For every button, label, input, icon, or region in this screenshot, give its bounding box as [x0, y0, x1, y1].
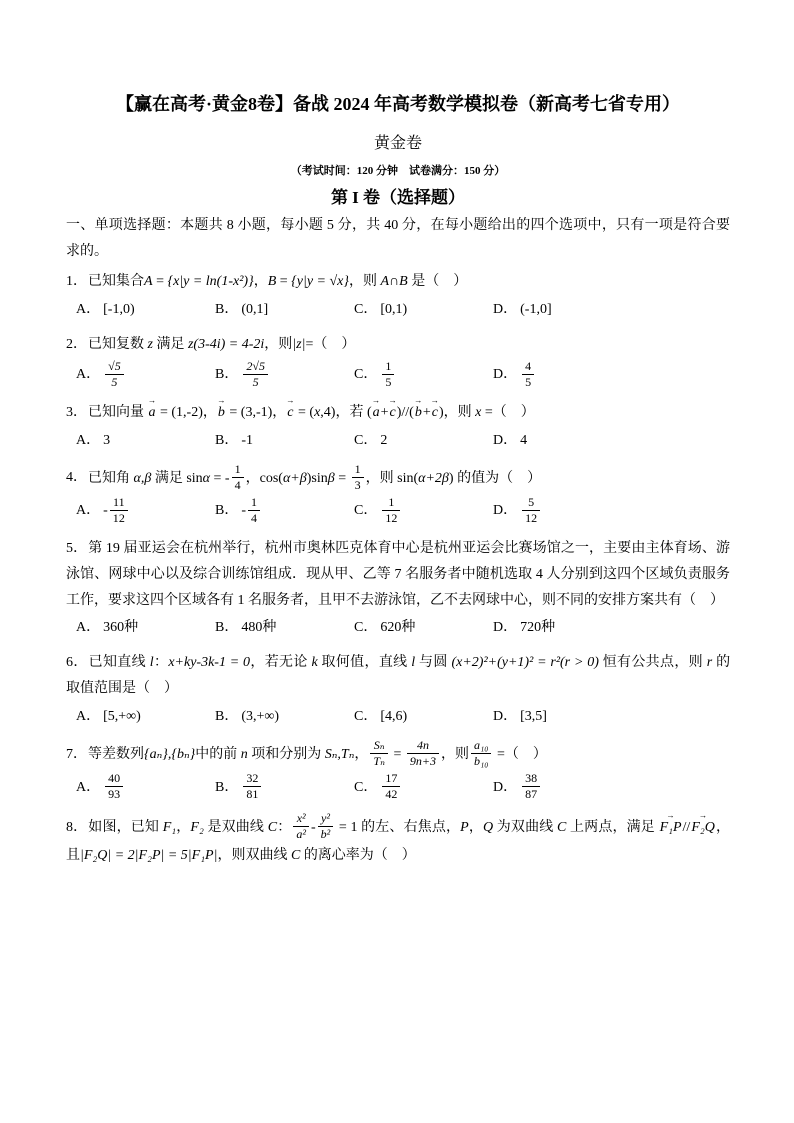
option-label: B．	[215, 503, 239, 519]
question-3	[66, 400, 730, 454]
question-7-option-D	[493, 772, 542, 803]
option-label: A．	[76, 367, 101, 383]
question-3-stem: 3．已知向量 a → = (1,-2)，b → = (3,-1)，c → = (x,4)，若 (a →+c →)//(b →+c →)，则 x =（ ）	[66, 400, 730, 426]
fraction: $\frac{5}{12}$	[522, 495, 540, 526]
question-7	[66, 739, 730, 803]
question-6-option-C: C． [4,6)	[354, 704, 493, 730]
option-label: B．	[215, 779, 239, 795]
option-label: D．	[493, 779, 518, 795]
vector-notation: F₁P →	[660, 815, 682, 841]
question-number: 3．	[66, 404, 87, 420]
fraction: $\frac{\text{Sₙ}}{\text{Tₙ}}$	[370, 738, 388, 769]
fraction: $\frac{1}{5}$	[382, 359, 394, 390]
option-label: D．	[493, 503, 518, 519]
question-1-option-D: D． (-1,0]	[493, 297, 552, 323]
fraction: $\frac{38}{87}$	[522, 771, 540, 802]
vector-notation: b →	[415, 400, 422, 426]
question-4-stem: 4．已知角 α,β 满足 sinα = - $\frac{1}{4}$ ，cos(α+β)sinβ = $\frac{1}{3}$ ，则 sin(α+2β) 的值为（ ）	[66, 461, 542, 492]
question-5-options	[66, 615, 730, 641]
fraction: $\frac{4n}{9n+3}$	[407, 738, 439, 769]
fraction: $\frac{11}{12}$	[110, 495, 128, 526]
question-2-option-D	[493, 360, 536, 391]
question-3-option-A: A． 3	[76, 428, 215, 454]
option-label: A．	[76, 779, 101, 795]
question-7-option-A	[76, 772, 215, 803]
option-label: C．	[354, 503, 378, 519]
vector-notation: a →	[373, 400, 380, 426]
option-label: C．	[354, 367, 378, 383]
question-6-option-A: A． [5,+∞)	[76, 704, 215, 730]
question-number: 4．	[66, 470, 87, 486]
question-2-options	[66, 360, 730, 391]
question-number: 8．	[66, 820, 88, 835]
option-label: D．	[493, 432, 518, 448]
question-number: 1．	[66, 274, 87, 290]
fraction: $\frac{1}{4}$	[248, 495, 260, 526]
option-label: B．	[215, 301, 239, 317]
question-5	[66, 536, 730, 642]
question-5-option-D: D． 720种	[493, 615, 555, 641]
question-1-stem: 1．已知集合A = {x|y = ln(1-x²)}，B = {y|y = √x}，则 A∩B 是（ ）	[66, 274, 468, 290]
option-label: B．	[215, 709, 239, 725]
question-4-option-B: B． - $\frac{1}{4}$	[215, 496, 354, 527]
question-4	[66, 463, 730, 527]
fraction: $\frac{2√5}{5}$	[243, 359, 268, 390]
exam-info: （考试时间：120 分钟 试卷满分：150 分）	[290, 165, 506, 178]
question-3-options	[66, 428, 730, 454]
option-label: C．	[354, 709, 378, 725]
question-4-option-A: A． - $\frac{11}{12}$	[76, 496, 215, 527]
option-label: A．	[76, 432, 101, 448]
question-6-stem: 6．已知直线 l：x+ky-3k-1 = 0，若无论 k 取何值，直线 l 与圆 (x+2)²+(y+1)² = r²(r > 0) 恒有公共点，则 r 的取值范围是（ ）	[66, 655, 731, 697]
option-label: C．	[354, 620, 378, 636]
fraction: $\frac{1}{4}$	[232, 462, 244, 493]
question-6-option-B: B． (3,+∞)	[215, 704, 354, 730]
option-label: B．	[215, 367, 239, 383]
question-1-options	[66, 297, 730, 323]
question-4-option-D	[493, 496, 542, 527]
option-label: C．	[354, 301, 378, 317]
option-label: C．	[354, 779, 378, 795]
question-2-stem: 2．已知复数 z 满足 z(3-4i) = 4-2i，则|z|=（ ）	[66, 336, 356, 352]
question-list	[66, 269, 730, 869]
document-title: 【赢在高考·黄金8卷】备战 2024 年高考数学模拟卷（新高考七省专用）	[116, 94, 680, 114]
question-7-option-C	[354, 772, 493, 803]
question-8-stem: 8．如图，已知 F₁，F₂ 是双曲线 C： $\frac{\text{x²}}{\text{a²}}$ - $\frac{\text{y²}}{\text{b²}}$ = 1 的左、右焦点，P，Q 为双曲线 C 上两点，满足 F₁P →//F₂Q →，且|F₂Q| = 2|F₂P| = 5|F₁P|，则双曲线 C 的离心率为（ ）	[66, 812, 730, 869]
vector-notation: c →	[390, 400, 396, 426]
fraction: $\frac{\text{y²}}{\text{b²}}$	[318, 811, 334, 842]
question-6	[66, 650, 730, 730]
question-3-option-D: D． 4	[493, 428, 527, 454]
question-3-option-C: C． 2	[354, 428, 493, 454]
fraction: $\frac{32}{81}$	[243, 771, 261, 802]
question-1-option-A: A． [-1,0)	[76, 297, 215, 323]
vector-notation: F₂Q →	[691, 815, 715, 841]
question-7-stem: 7．等差数列{aₙ},{bₙ}中的前 n 项和分别为 Sₙ,Tₙ， $\frac{\text{Sₙ}}{\text{Tₙ}}$ = $\frac{4n}{9n+3}$ ，则 $\frac{\text{a₁₀}}{\text{b₁₀}}$ =（ ）	[66, 738, 547, 769]
question-6-options	[66, 704, 730, 730]
option-label: D．	[493, 367, 518, 383]
question-5-option-A: A． 360种	[76, 615, 215, 641]
option-label: D．	[493, 301, 518, 317]
question-2-option-C	[354, 360, 493, 391]
question-4-options	[66, 496, 730, 527]
fraction: $\frac{40}{93}$	[105, 771, 123, 802]
fraction: $\frac{\text{a₁₀}}{\text{b₁₀}}$	[471, 738, 491, 769]
question-1-option-C: C． [0,1)	[354, 297, 493, 323]
question-1	[66, 269, 730, 323]
fraction: $\frac{1}{12}$	[382, 495, 400, 526]
option-label: A．	[76, 503, 101, 519]
question-2-option-B	[215, 360, 354, 391]
question-5-stem: 5．第 19 届亚运会在杭州举行，杭州市奥林匹克体育中心是杭州亚运会比赛场馆之一，主要由主体育场、游泳馆、网球中心以及综合训练馆组成．现从甲、乙等 7 名服务者中随机选取 4 人分别到这四个区域负责服务工作，要求这四个区域各有 1 名服务者，且甲不去游泳馆，乙不去网球中心，则不同的安排方案共有（ ）	[66, 540, 731, 608]
question-number: 7．	[66, 746, 87, 762]
option-label: D．	[493, 709, 518, 725]
question-2-option-A	[76, 360, 215, 391]
question-8	[66, 812, 730, 869]
section-intro: 一、单项选择题：本题共 8 小题，每小题 5 分，共 40 分，在每小题给出的四个选项中，只有一项是符合要求的。	[66, 218, 730, 260]
fraction: $\frac{4}{5}$	[522, 359, 534, 390]
question-2	[66, 332, 730, 391]
option-label: D．	[493, 620, 518, 636]
fraction: $\frac{17}{42}$	[382, 771, 400, 802]
question-number: 2．	[66, 336, 87, 352]
option-label: A．	[76, 301, 101, 317]
fraction: $\frac{1}{3}$	[352, 462, 364, 493]
question-3-option-B: B． -1	[215, 428, 354, 454]
paper-name: 黄金卷	[373, 135, 422, 153]
question-1-option-B: B． (0,1]	[215, 297, 354, 323]
question-6-option-D: D． [3,5]	[493, 704, 547, 730]
vector-notation: a →	[149, 400, 156, 426]
question-number: 5．	[66, 540, 88, 556]
fraction: $\frac{√5}{5}$	[105, 359, 124, 390]
option-label: A．	[76, 709, 101, 725]
vector-notation: c →	[287, 400, 293, 426]
part-title: 第 I 卷（选择题）	[330, 188, 466, 208]
option-label: B．	[215, 620, 239, 636]
option-label: C．	[354, 432, 378, 448]
question-number: 6．	[66, 655, 88, 671]
question-7-option-B	[215, 772, 354, 803]
vector-notation: c →	[432, 400, 438, 426]
option-label: A．	[76, 620, 101, 636]
vector-notation: b →	[218, 400, 225, 426]
option-label: B．	[215, 432, 239, 448]
question-4-option-C	[354, 496, 493, 527]
question-7-options	[66, 772, 730, 803]
question-5-option-C: C． 620种	[354, 615, 493, 641]
question-5-option-B: B． 480种	[215, 615, 354, 641]
fraction: $\frac{\text{x²}}{\text{a²}}$	[293, 811, 309, 842]
